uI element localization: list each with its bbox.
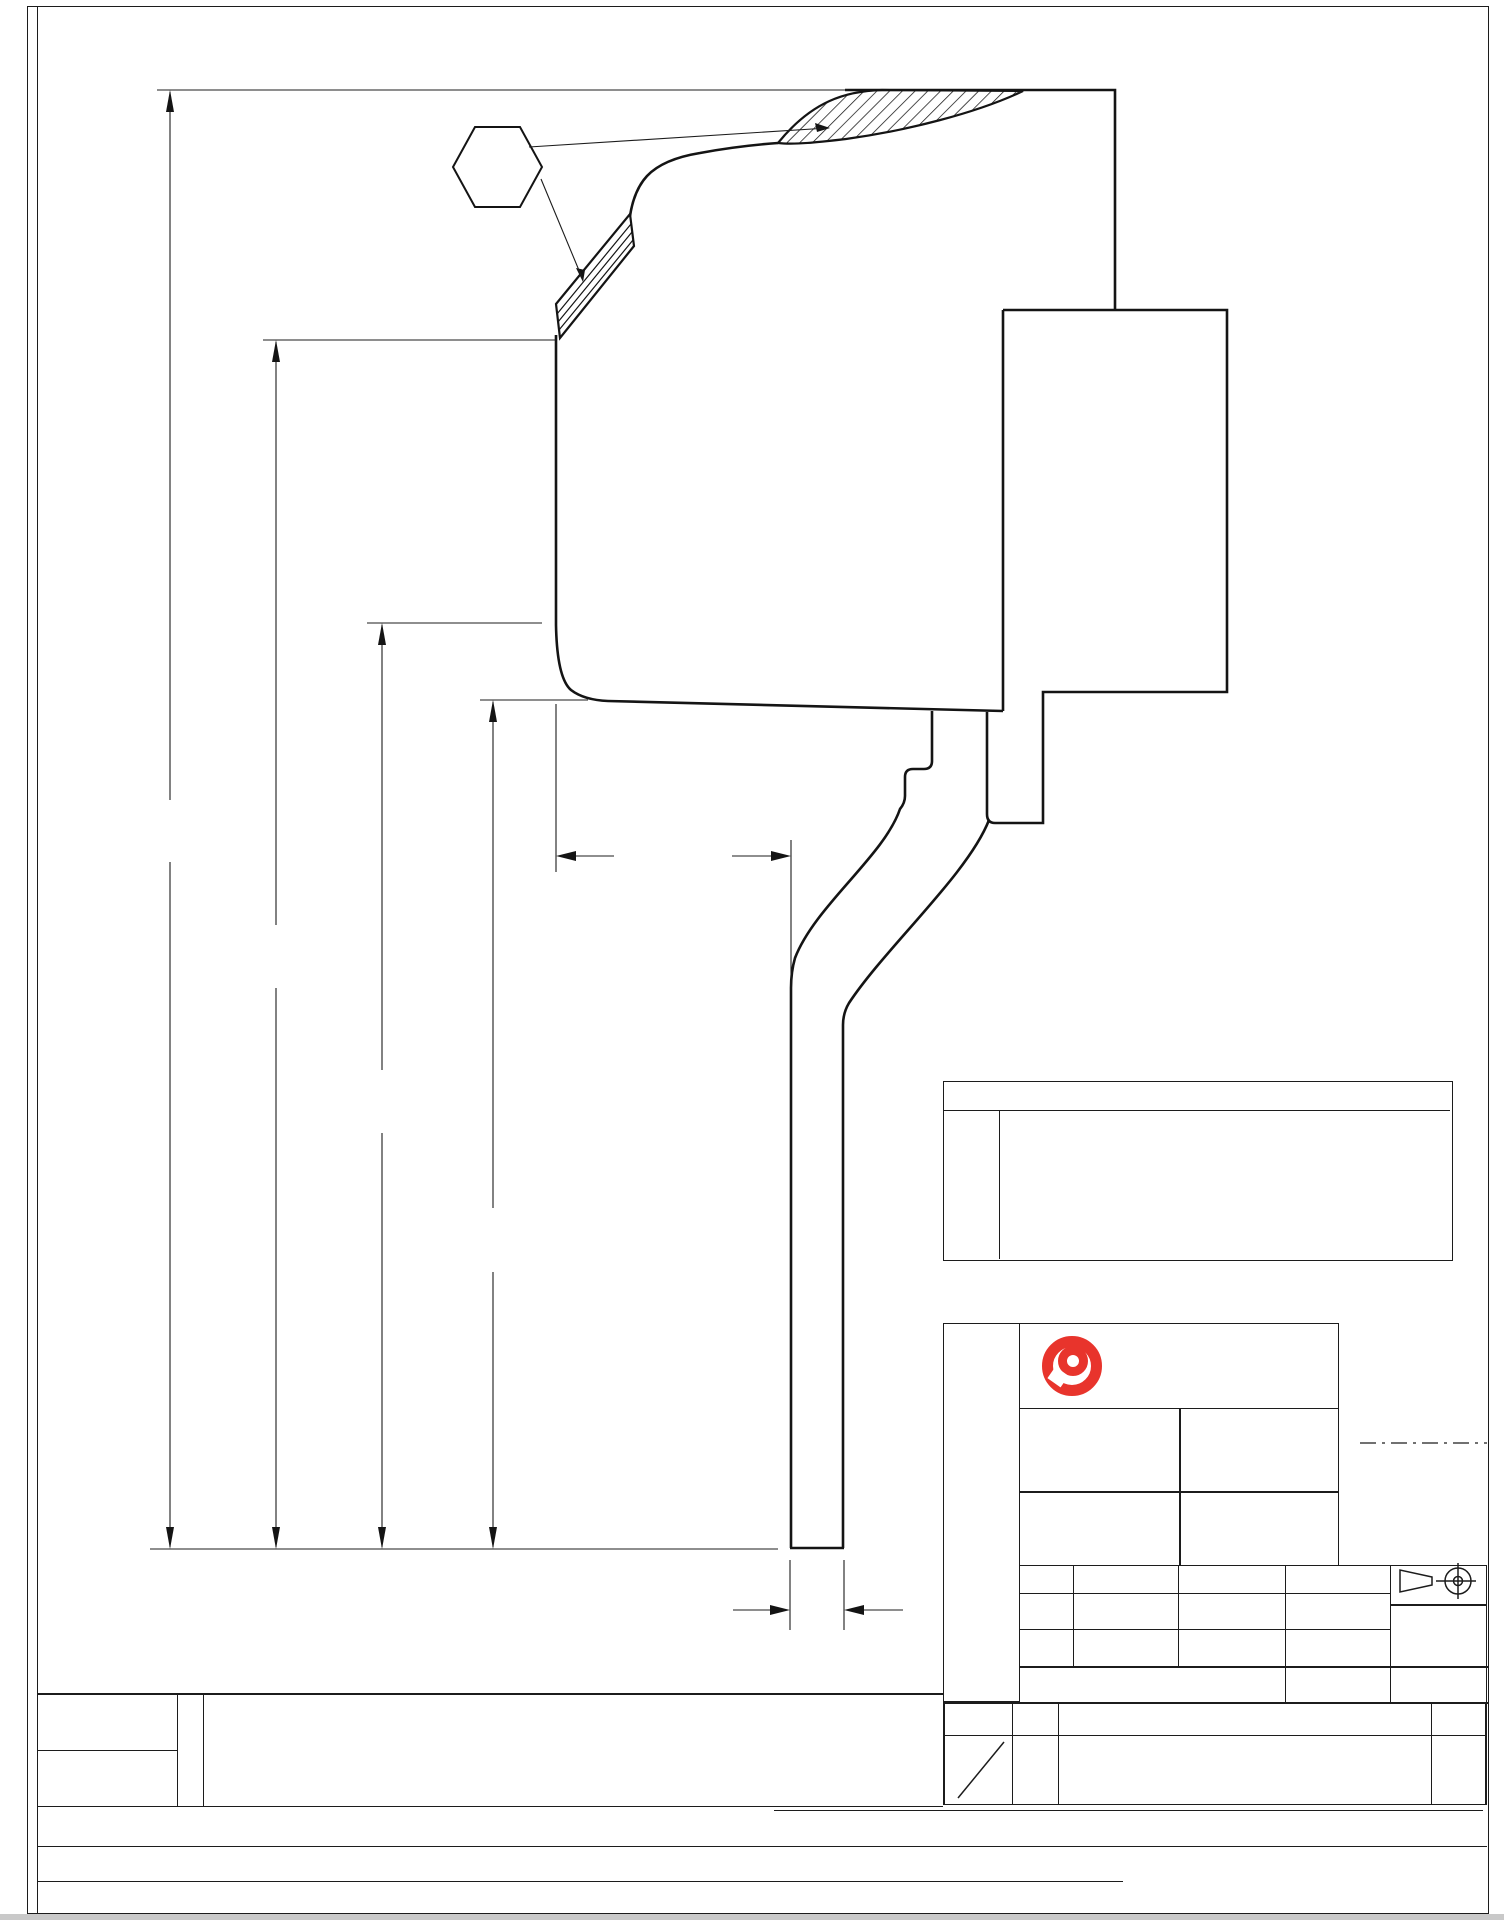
letters-strip <box>37 1847 1123 1882</box>
col-checked-label <box>1180 1567 1285 1592</box>
rev-value <box>1433 1737 1485 1803</box>
date-checked <box>1180 1595 1285 1627</box>
rev-label <box>1433 1705 1485 1733</box>
mass-cell <box>1179 1408 1339 1493</box>
part-name-label <box>206 1706 232 1820</box>
name-approved <box>1287 1631 1390 1663</box>
sheet-label <box>943 1705 1012 1733</box>
replaced-by-cell <box>1179 1491 1339 1566</box>
col-drawn-label <box>1075 1567 1178 1592</box>
legal-text <box>943 1323 1020 1700</box>
band-hatch-lines <box>557 224 633 330</box>
sign-grid <box>1019 1565 1391 1704</box>
projection-symbol-cell <box>1390 1565 1487 1606</box>
clearance-lens-hatched <box>778 90 1023 144</box>
bottom-left-block <box>37 1693 943 1807</box>
product-spec-value <box>1287 1670 1390 1700</box>
col-approved-label <box>1287 1567 1390 1592</box>
name-checked <box>1180 1631 1285 1663</box>
note-table <box>943 1081 1453 1261</box>
caliper-outline-path <box>987 310 1227 823</box>
scale-cell <box>1019 1408 1181 1493</box>
note-table-header <box>944 1082 1450 1111</box>
bell-lip-and-arm-left-path <box>791 711 932 1548</box>
brand-cell <box>1019 1323 1339 1409</box>
n1-callout <box>453 127 828 280</box>
replaced-cell <box>1019 1491 1181 1566</box>
date-approved <box>1287 1595 1390 1627</box>
cad-note-row <box>37 1807 1487 1847</box>
date-drawn <box>1075 1595 1178 1627</box>
bell-upper-curve-path <box>630 143 778 216</box>
bell-left-edge-path <box>556 335 1003 711</box>
format-mark-cell <box>1390 1604 1487 1704</box>
n1-leader-lower <box>541 179 583 280</box>
n1-hexagon <box>453 127 542 207</box>
drawing-no-value <box>1060 1738 1431 1802</box>
dimension-arrowheads <box>166 90 864 1615</box>
note-table-ref <box>944 1111 1000 1259</box>
brembo-logo-icon <box>1042 1336 1102 1396</box>
name-drawn <box>1075 1631 1178 1663</box>
drawing-no-label <box>1060 1705 1431 1733</box>
sheet-side-value <box>1014 1737 1058 1803</box>
sheet-band <box>943 1702 1487 1805</box>
